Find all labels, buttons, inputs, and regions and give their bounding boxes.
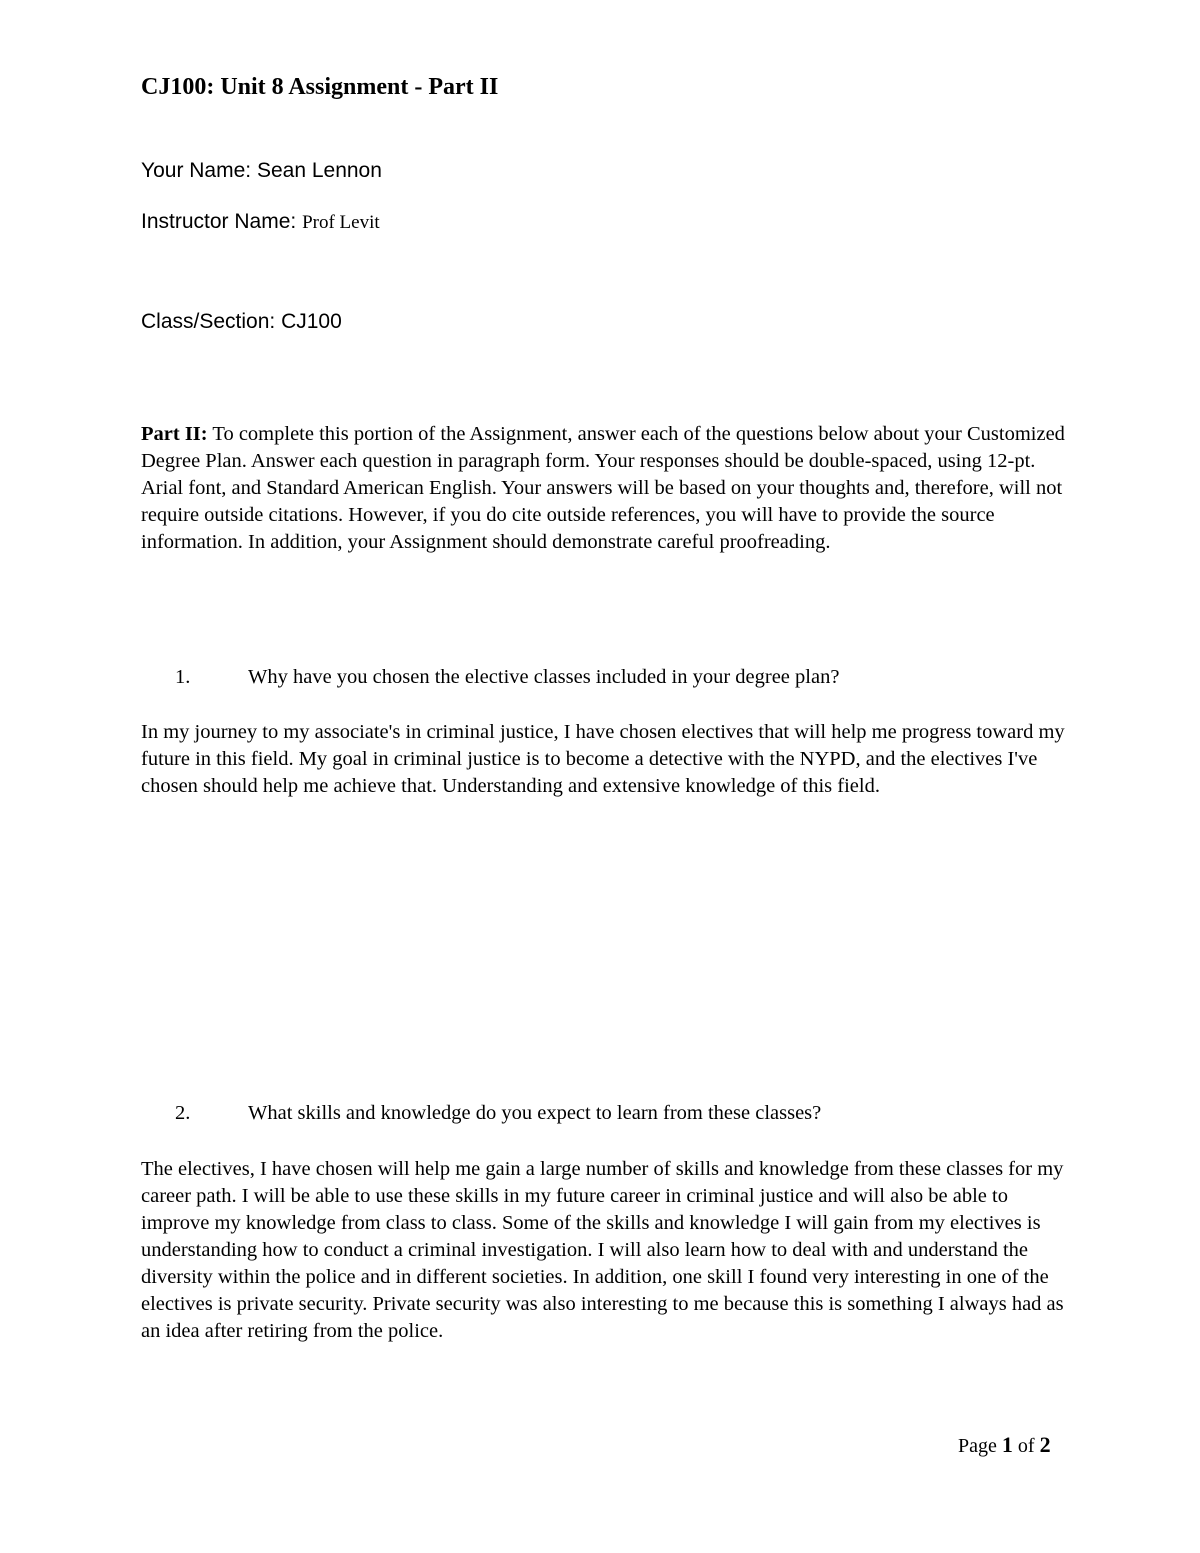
instructor-value: Prof Levit xyxy=(302,212,380,233)
instructions-paragraph xyxy=(141,421,1066,556)
page-word: Page xyxy=(958,1435,1002,1457)
name-label: Your Name: xyxy=(141,159,257,182)
class-section-label: Class/Section: xyxy=(141,310,282,333)
class-section-value: CJ100 xyxy=(281,310,342,333)
answer-2-paragraph: The electives, I have chosen will help me gain a large number of skills and knowledge from these classes for my career path. I will be able to use these skills in my future career in criminal justice and will also be able to improve my knowledge from class to class. Some of the skills and knowledge I will gain from my electives is understanding how to conduct a criminal investigation. I will also learn how to deal with and understand the diversity within the police and in different societies. In addition, one skill I found very interesting in one of the electives is private security. Private security was also interesting to me because this is something I always had as an idea after retiring from the police. xyxy=(141,1158,1064,1342)
answer-1-paragraph: In my journey to my associate's in criminal justice, I have chosen electives that will help me progress toward my future in this field. My goal in criminal justice is to become a detective with the NYPD, and the electives I've chosen should help me achieve that. Understanding and extensive knowledge of this field. xyxy=(141,721,1065,797)
instructions-text: To complete this portion of the Assignment, answer each of the questions below about your Customized Degree Plan. Answer each question in paragraph form. Your responses should be double-spaced, using 12-pt. Arial font, and Standard American English. Your answers will be based on your thoughts and, therefore, will not require outside citations. However, if you do cite outside references, you will have to provide the source information. In addition, your Assignment should demonstrate careful proofreading. xyxy=(141,423,1065,553)
class-section-field xyxy=(141,310,342,334)
total-pages-number: 2 xyxy=(1039,1432,1051,1457)
document-title: CJ100: Unit 8 Assignment - Part II xyxy=(141,74,499,100)
page-number-footer xyxy=(958,1432,1051,1458)
question-2-number: 2. xyxy=(175,1102,191,1124)
question-2 xyxy=(141,1102,821,1125)
question-1 xyxy=(141,666,839,689)
question-2-text: What skills and knowledge do you expect to learn from these classes? xyxy=(248,1102,822,1124)
name-field xyxy=(141,159,382,183)
instructor-label: Instructor Name: xyxy=(141,210,303,233)
name-value: Sean Lennon xyxy=(256,159,382,182)
question-1-text: Why have you chosen the elective classes included in your degree plan? xyxy=(248,666,840,688)
instructions-label: Part II: xyxy=(141,423,208,445)
of-word: of xyxy=(1012,1435,1040,1457)
instructor-field xyxy=(141,210,380,234)
current-page-number: 1 xyxy=(1001,1432,1013,1457)
question-1-number: 1. xyxy=(175,666,191,688)
